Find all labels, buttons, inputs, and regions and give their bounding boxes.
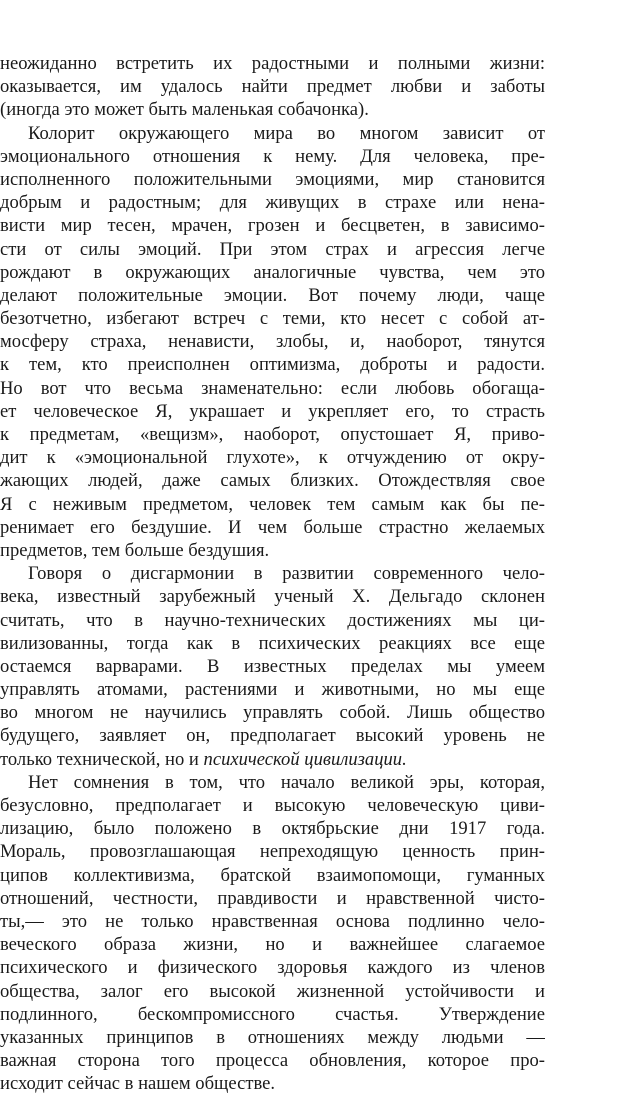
text-line: к тем, кто преисполнен оптимизма, доброты и радости.: [0, 354, 545, 376]
text-line: Говоря о дисгармонии в развитии современного чело-: [28, 563, 545, 585]
text-line: безотчетно, избегают встреч с теми, кто несет с собой ат-: [0, 308, 545, 330]
text-line: висти мир тесен, мрачен, грозен и бесцветен, в зависимо-: [0, 215, 545, 237]
text-line: эмоционального отношения к нему. Для человека, пре-: [0, 145, 545, 167]
text-line: предметов, тем больше бездушия.: [0, 539, 270, 561]
text-line: Колорит окружающего мира во многом зависит от: [28, 122, 545, 144]
text-line: ципов коллективизма, братской взаимопомощи, гуманных: [0, 864, 545, 886]
text-line: добрым и радостным; для живущих в страхе или нена-: [0, 192, 545, 214]
text-line: жающих людей, даже самых близких. Отождествляя свое: [0, 470, 545, 492]
body-text: [0, 52, 545, 1095]
text-line: остаемся варварами. В известных пределах мы умеем: [0, 655, 545, 677]
italic-phrase: психической цивилизации.: [203, 748, 407, 770]
text-line: указанных принципов в отношениях между людьми —: [0, 1026, 545, 1048]
text-line: оказывается, им удалось найти предмет любви и заботы: [0, 76, 545, 98]
text-line: Я с неживым предметом, человек тем самым как бы пе-: [0, 493, 545, 515]
text-line: ет человеческое Я, украшает и укрепляет его, то страсть: [0, 400, 545, 422]
text-line: Нет сомнения в том, что начало великой эры, которая,: [28, 771, 545, 793]
text-line: Но вот что весьма знаменательно: если любовь обогаща-: [0, 377, 545, 399]
text-line: ты,— это не только нравственная основа подлинно чело-: [0, 910, 545, 932]
text-line: исходит сейчас в нашем обществе.: [0, 1073, 276, 1095]
text-line: мосферу страха, ненависти, злобы, и, наоборот, тянутся: [0, 331, 545, 353]
text-line: важная сторона того процесса обновления, которое про-: [0, 1050, 545, 1072]
text-line: общества, залог его высокой жизненной устойчивости и: [0, 980, 545, 1002]
text-line: лизацию, было положено в октябрьские дни 1917 года.: [0, 818, 545, 840]
text-line: сти от силы эмоций. При этом страх и агрессия легче: [0, 238, 545, 260]
text-line: безусловно, предполагает и высокую человеческую циви-: [0, 795, 545, 816]
text-line: [0, 748, 545, 771]
text-line: рождают в окружающих аналогичные чувства, чем это: [0, 261, 545, 283]
text-line: веческого образа жизни, но и важнейшее слагаемое: [0, 934, 545, 956]
text-line: психического и физического здоровья каждого из членов: [0, 957, 545, 979]
text-line: делают положительные эмоции. Вот почему люди, чаще: [0, 284, 545, 306]
text-line: подлинного, бескомпромиссного счастья. Утверждение: [0, 1003, 545, 1025]
text-line: к предметам, «вещизм», наоборот, опустошает Я, приво-: [0, 424, 545, 445]
text-line: (иногда это может быть маленькая собачонка).: [0, 99, 369, 121]
text-line: исполненного положительными эмоциями, мир становится: [0, 168, 545, 190]
text-line: дит к «эмоциональной глухоте», к отчуждению от окру-: [0, 447, 545, 469]
text-line: неожиданно встретить их радостными и полными жизни:: [0, 53, 545, 74]
text-line: отношений, честности, правдивости и нравственной чисто-: [0, 887, 545, 909]
text-line-segment: только технической, но и: [0, 748, 204, 770]
text-line: Мораль, провозглашающая непреходящую ценность прин-: [0, 841, 545, 863]
text-line: ренимает его бездушие. И чем больше страстно желаемых: [0, 516, 545, 538]
text-line: во многом не научились управлять собой. Лишь общество: [0, 702, 545, 724]
text-line: считать, что в научно-технических достижениях мы ци-: [0, 609, 545, 631]
text-line: века, известный зарубежный ученый Х. Дельгадо склонен: [0, 586, 545, 608]
text-line: управлять атомами, растениями и животными, но мы еще: [0, 679, 545, 701]
text-line: вилизованны, тогда как в психических реакциях все еще: [0, 632, 545, 654]
text-line: будущего, заявляет он, предполагает высокий уровень не: [0, 725, 545, 747]
